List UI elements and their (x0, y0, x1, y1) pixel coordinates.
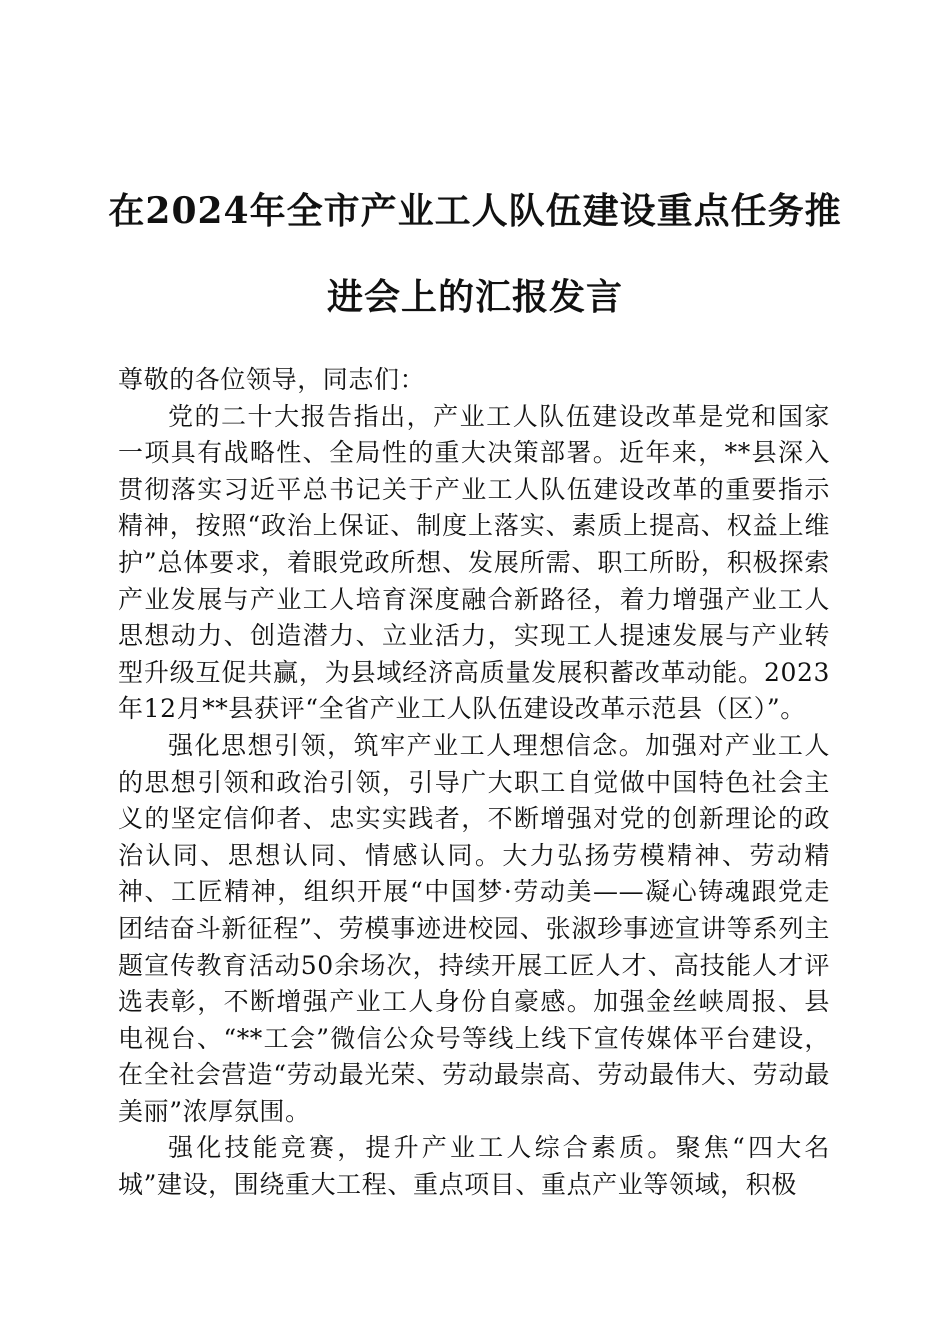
paragraph-skills: 强化技能竞赛，提升产业工人综合素质。聚焦“四大名城”建设，围绕重大工程、重点项目、重点产业等领域，积极 (118, 1133, 830, 1200)
title-line-1: 在2024年全市产业工人队伍建设重点任务推 (108, 190, 842, 232)
salutation: 尊敬的各位领导，同志们： (118, 365, 426, 394)
paragraph-ideology: 强化思想引领，筑牢产业工人理想信念。加强对产业工人的思想引领和政治引领，引导广大职工自觉做中国特色社会主义的坚定信仰者、忠实实践者，不断增强对党的创新理论的政治认同、思想认同、情感认同。大力弘扬劳模精神、劳动精神、工匠精神，组织开展“中国梦·劳动美——凝心铸魂跟党走团结奋斗新征程”、劳模事迹进校园、张淑珍事迹宣讲等系列主题宣传教育活动50余场次，持续开展工匠人才、高技能人才评选表彰，不断增强产业工人身份自豪感。加强金丝峡周报、县电视台、“**工会”微信公众号等线上线下宣传媒体平台建设，在全社会营造“劳动最光荣、劳动最崇高、劳动最伟大、劳动最美丽”浓厚氛围。 (118, 730, 830, 1126)
title-line-2: 进会上的汇报发言 (326, 276, 623, 318)
document-title (95, 168, 855, 340)
document-body (118, 362, 830, 1204)
paragraph-intro: 党的二十大报告指出，产业工人队伍建设改革是党和国家一项具有战略性、全局性的重大决策部署。近年来，**县深入贯彻落实习近平总书记关于产业工人队伍建设改革的重要指示精神，按照“政治上保证、制度上落实、素质上提高、权益上维护”总体要求，着眼党政所想、发展所需、职工所盼，积极探索产业发展与产业工人培育深度融合新路径，着力增强产业工人思想动力、创造潜力、立业活力，实现工人提速发展与产业转型升级互促共赢，为县域经济高质量发展积蓄改革动能。2023年12月**县获评“全省产业工人队伍建设改革示范县（区）”。 (118, 401, 830, 724)
